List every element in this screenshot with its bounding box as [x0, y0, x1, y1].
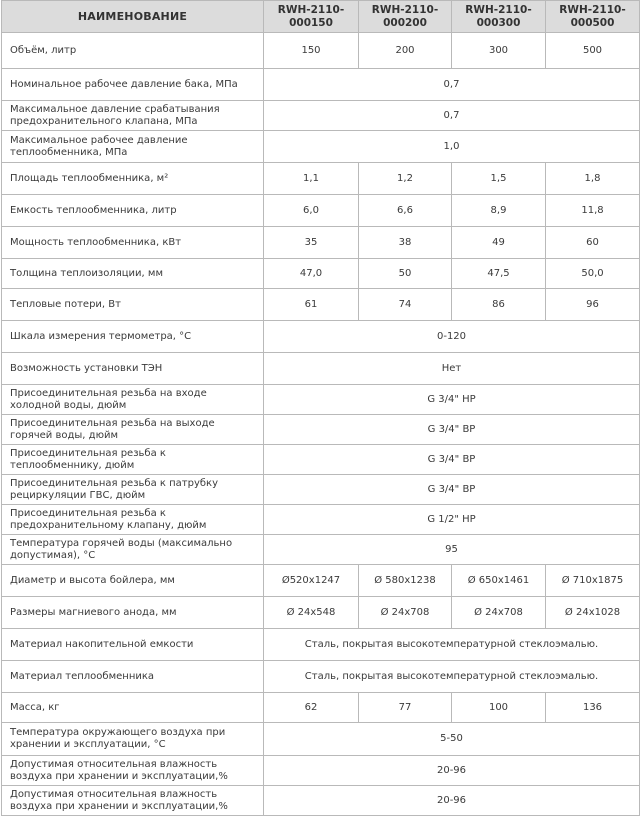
table-row: [2, 131, 640, 163]
header-model: RWH-2110-000500: [546, 1, 640, 33]
param-value: Ø 24x548: [264, 597, 359, 629]
param-value: 74: [359, 289, 452, 321]
table-row: [2, 259, 640, 289]
header-row: [2, 1, 640, 33]
table-row: [2, 353, 640, 385]
param-name: Присоединительная резьба на выходе горячей воды, дюйм: [2, 415, 264, 445]
param-name: Допустимая относительная влажность воздуха при хранении и эксплуатации,%: [2, 756, 264, 786]
table-row: [2, 227, 640, 259]
param-value: 86: [452, 289, 546, 321]
param-value: G 3/4" ВР: [264, 445, 640, 475]
table-row: [2, 693, 640, 723]
param-value: 8,9: [452, 195, 546, 227]
param-value: 11,8: [546, 195, 640, 227]
table-row: [2, 163, 640, 195]
table-row: [2, 33, 640, 69]
param-value: Сталь, покрытая высокотемпературной стеклоэмалью.: [264, 661, 640, 693]
table-row: [2, 385, 640, 415]
param-name: Размеры магниевого анода, мм: [2, 597, 264, 629]
param-name: Присоединительная резьба на входе холодной воды, дюйм: [2, 385, 264, 415]
param-value: 1,0: [264, 131, 640, 163]
param-name: Тепловые потери, Вт: [2, 289, 264, 321]
table-row: [2, 475, 640, 505]
table-row: [2, 597, 640, 629]
param-name: Температура горячей воды (максимально допустимая), °С: [2, 535, 264, 565]
table-row: [2, 321, 640, 353]
param-value: 50: [359, 259, 452, 289]
param-value: 47,5: [452, 259, 546, 289]
table-row: [2, 101, 640, 131]
param-name: Присоединительная резьба к теплообменнику, дюйм: [2, 445, 264, 475]
param-name: Толщина теплоизоляции, мм: [2, 259, 264, 289]
param-name: Максимальное рабочее давление теплообменника, МПа: [2, 131, 264, 163]
param-value: 150: [264, 33, 359, 69]
table-row: [2, 505, 640, 535]
param-name: Материал теплообменника: [2, 661, 264, 693]
param-value: G 3/4" ВР: [264, 415, 640, 445]
param-value: 1,2: [359, 163, 452, 195]
param-value: 0,7: [264, 69, 640, 101]
table-row: [2, 629, 640, 661]
param-value: 300: [452, 33, 546, 69]
param-value: Ø 580x1238: [359, 565, 452, 597]
param-value: 49: [452, 227, 546, 259]
param-value: 100: [452, 693, 546, 723]
header-model: RWH-2110-000150: [264, 1, 359, 33]
param-value: 20-96: [264, 756, 640, 786]
param-value: 136: [546, 693, 640, 723]
param-value: 60: [546, 227, 640, 259]
param-value: 62: [264, 693, 359, 723]
param-name: Материал накопительной емкости: [2, 629, 264, 661]
table-row: [2, 786, 640, 816]
param-name: Присоединительная резьба к патрубку рециркуляции ГВС, дюйм: [2, 475, 264, 505]
param-value: 35: [264, 227, 359, 259]
param-value: Ø 650x1461: [452, 565, 546, 597]
table-row: [2, 195, 640, 227]
table-row: [2, 289, 640, 321]
param-value: 47,0: [264, 259, 359, 289]
table-row: [2, 723, 640, 756]
param-value: Ø520x1247: [264, 565, 359, 597]
param-name: Допустимая относительная влажность воздуха при хранении и эксплуатации,%: [2, 786, 264, 816]
param-value: Нет: [264, 353, 640, 385]
param-name: Масса, кг: [2, 693, 264, 723]
param-name: Максимальное давление срабатывания предохранительного клапана, МПа: [2, 101, 264, 131]
table-row: [2, 69, 640, 101]
table-row: [2, 661, 640, 693]
param-value: 5-50: [264, 723, 640, 756]
param-name: Возможность установки ТЭН: [2, 353, 264, 385]
param-value: Ø 710x1875: [546, 565, 640, 597]
header-model: RWH-2110-000200: [359, 1, 452, 33]
param-name: Мощность теплообменника, кВт: [2, 227, 264, 259]
param-value: 38: [359, 227, 452, 259]
param-value: G 3/4" НР: [264, 385, 640, 415]
param-value: 6,0: [264, 195, 359, 227]
param-name: Присоединительная резьба к предохранительному клапану, дюйм: [2, 505, 264, 535]
param-name: Емкость теплообменника, литр: [2, 195, 264, 227]
param-value: Сталь, покрытая высокотемпературной стеклоэмалью.: [264, 629, 640, 661]
param-value: 61: [264, 289, 359, 321]
param-value: 1,5: [452, 163, 546, 195]
param-value: 200: [359, 33, 452, 69]
table-row: [2, 415, 640, 445]
param-value: 50,0: [546, 259, 640, 289]
header-name: НАИМЕНОВАНИЕ: [2, 1, 264, 33]
param-name: Объём, литр: [2, 33, 264, 69]
param-name: Площадь теплообменника, м²: [2, 163, 264, 195]
param-name: Шкала измерения термометра, °С: [2, 321, 264, 353]
param-value: 6,6: [359, 195, 452, 227]
param-name: Номинальное рабочее давление бака, МПа: [2, 69, 264, 101]
param-value: Ø 24x1028: [546, 597, 640, 629]
param-value: 0-120: [264, 321, 640, 353]
table-row: [2, 445, 640, 475]
param-value: 20-96: [264, 786, 640, 816]
param-value: G 3/4" ВР: [264, 475, 640, 505]
param-value: 1,8: [546, 163, 640, 195]
param-value: 500: [546, 33, 640, 69]
param-name: Температура окружающего воздуха при хранении и эксплуатации, °С: [2, 723, 264, 756]
param-value: Ø 24x708: [359, 597, 452, 629]
param-value: Ø 24x708: [452, 597, 546, 629]
table-row: [2, 535, 640, 565]
header-model: RWH-2110-000300: [452, 1, 546, 33]
param-value: 77: [359, 693, 452, 723]
specs-table: [1, 0, 640, 816]
param-value: 0,7: [264, 101, 640, 131]
param-value: 95: [264, 535, 640, 565]
param-value: 96: [546, 289, 640, 321]
param-name: Диаметр и высота бойлера, мм: [2, 565, 264, 597]
param-value: G 1/2" НР: [264, 505, 640, 535]
param-value: 1,1: [264, 163, 359, 195]
table-row: [2, 756, 640, 786]
table-row: [2, 565, 640, 597]
